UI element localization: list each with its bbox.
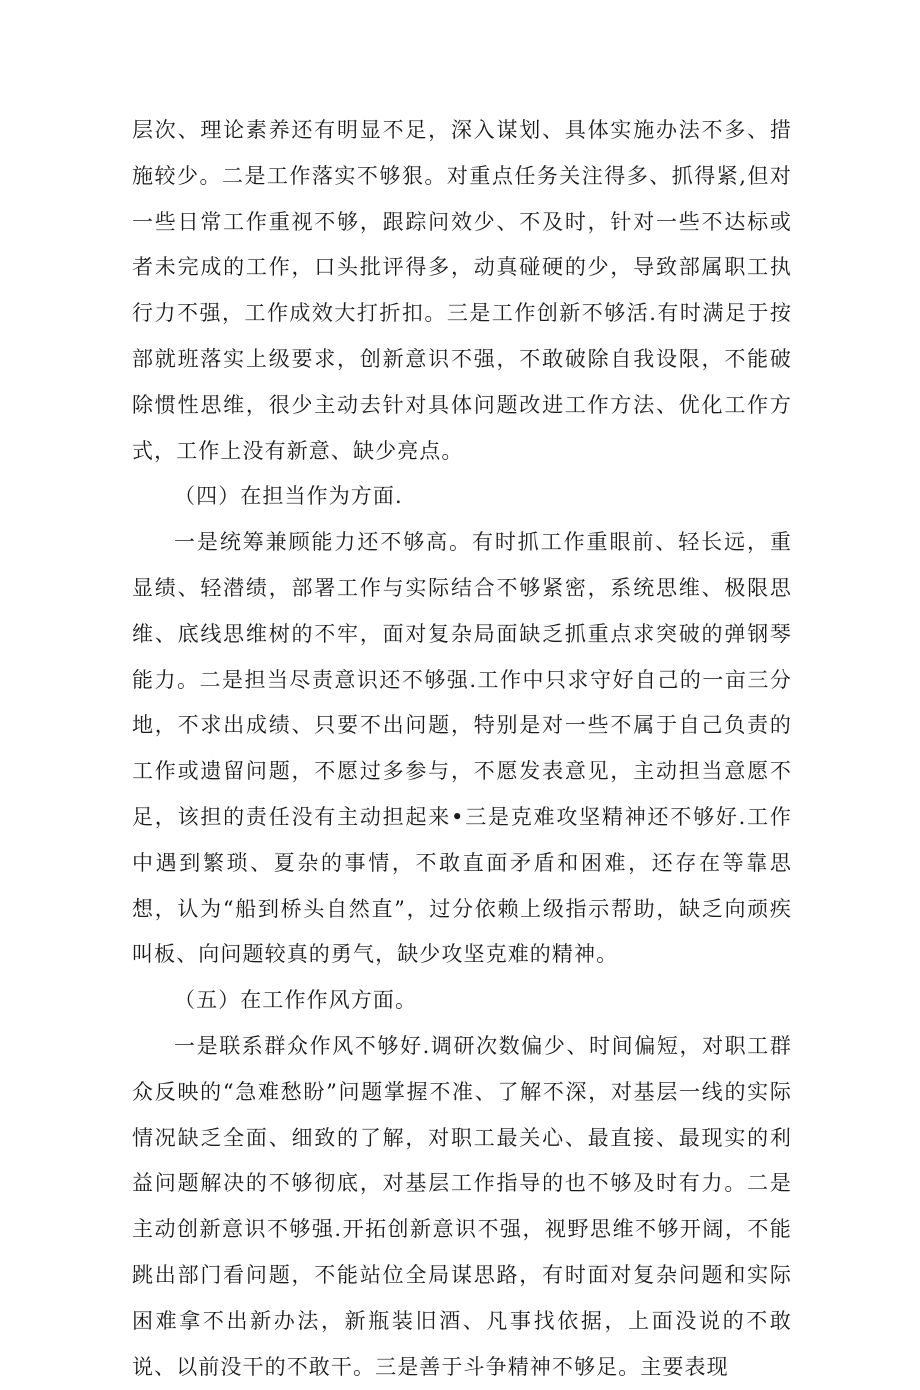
paragraph-continuation: 层次、理论素养还有明显不足，深入谋划、具体实施办法不多、措施较少。二是工作落实不够狠。对重点任务关注得多、抓得紧,但对一些日常工作重视不够，跟踪问效少、不及时，针对一些不达标或者未完成的工作，口头批评得多，动真碰硬的少，导致部属职工执行力不强，工作成效大打折扣。三是工作创新不够活.有时满足于按部就班落实上级要求，创新意识不强，不敢破除自我设限，不能破除惯性思维，很少主动去针对具体问题改进工作方法、优化工作方式，工作上没有新意、缺少亮点。 [132, 118, 792, 463]
paragraph-responsibility: 一是统筹兼顾能力还不够高。有时抓工作重眼前、轻长远，重显绩、轻潜绩，部署工作与实际结合不够紧密，系统思维、极限思维、底线思维树的不牢，面对复杂局面缺乏抓重点求突破的弹钢琴能力。二是担当尽责意识还不够强.工作中只求守好自己的一亩三分地，不求出成绩、只要不出问题，特别是对一些不属于自己负责的工作或遗留问题，不愿过多参与，不愿发表意见，主动担当意愿不足，该担的责任没有主动担起来•三是克难攻坚精神还不够好.工作中遇到繁琐、夏杂的事情，不敢直面矛盾和困难，还存在等靠思想，认为“船到桥头自然直”，过分依赖上级指示帮助，缺乏向顽疾叫板、向问题较真的勇气，缺少攻坚克难的精神。 [132, 530, 792, 967]
section-heading-4: （四）在担当作为方面. [174, 484, 403, 509]
paragraph-work-style: 一是联系群众作风不够好.调研次数偏少、时间偏短，对职工群众反映的“急难愁盼”问题掌握不准、了解不深，对基层一线的实际情况缺乏全面、细致的了解，对职工最关心、最直接、最现实的利益问题解决的不够彻底，对基层工作指导的也不够及时有力。二是主动创新意识不够强.开拓创新意识不强，视野思维不够开阔，不能跳出部门看问题，不能站位全局谋思路，有时面对复杂问题和实际困难拿不出新办法，新瓶装旧酒、凡事找依据，上面没说的不敢说、以前没干的不敢干。三是善于斗争精神不够足。主要表现 [132, 1033, 792, 1379]
section-heading-5: （五）在工作作风方面。 [174, 988, 418, 1013]
document-body [132, 108, 792, 1390]
